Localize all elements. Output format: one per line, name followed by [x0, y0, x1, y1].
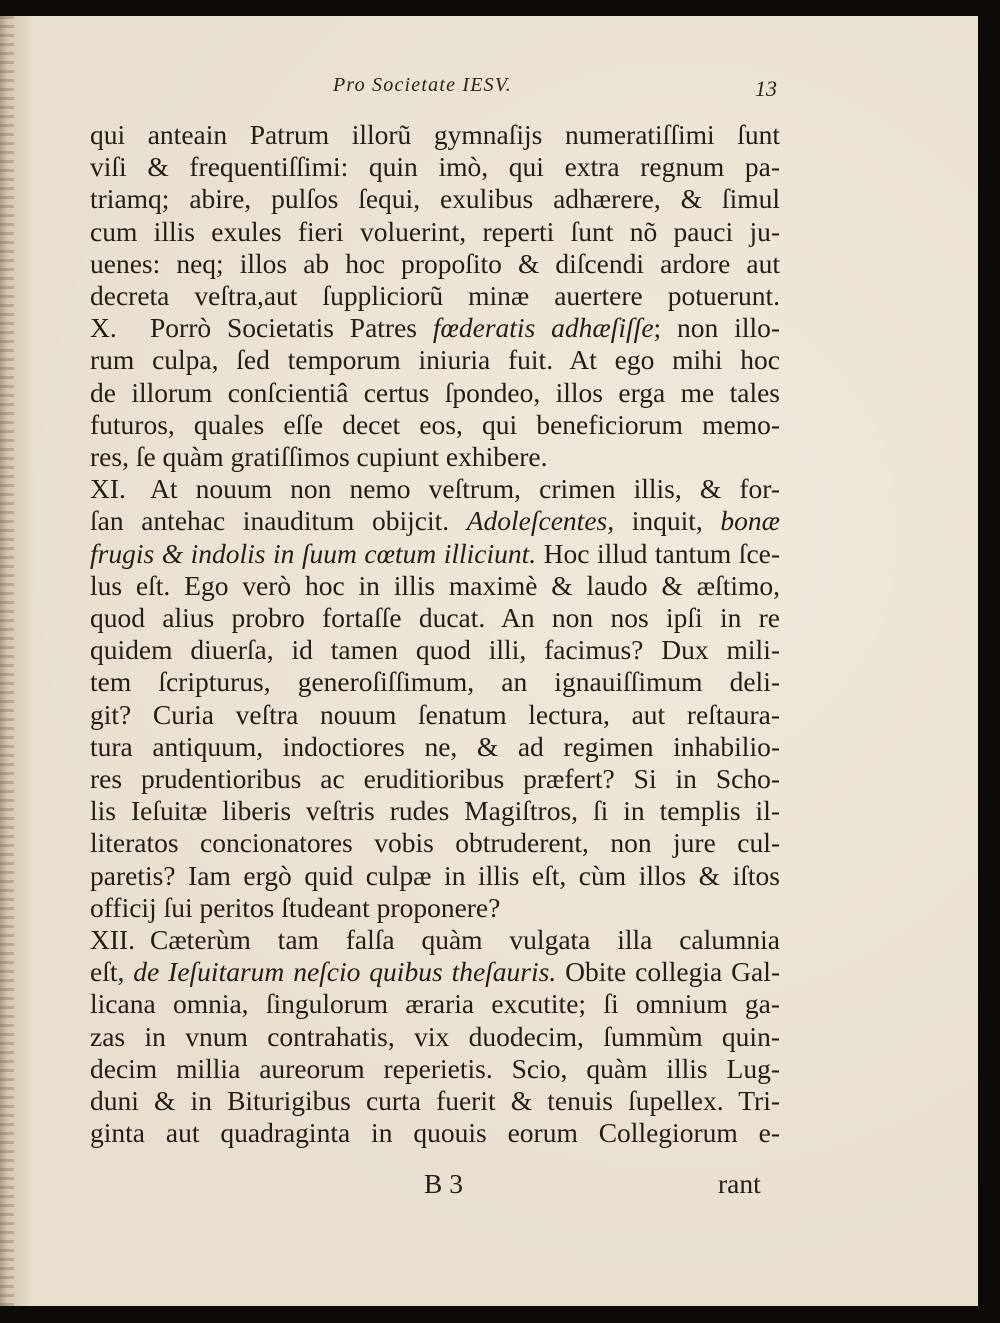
text-segment: At nouum non nemo veſtrum, crimen illis, & for- [150, 473, 780, 505]
text-line: quidem diuerſa, id tamen quod illi, facimus? Dux mili- [90, 634, 780, 666]
text-line-section-xii [90, 924, 780, 956]
text-line: decreta veſtra,aut ſuppliciorũ minæ auertere potuerunt. [90, 280, 780, 312]
text-line: cum illis exules fieri voluerint, reperti ſunt nõ pauci ju- [90, 215, 780, 247]
text-line-section-xi [90, 473, 780, 505]
text-segment: ; non illo- [653, 312, 781, 344]
text-segment: Obite collegia Gal- [556, 956, 780, 988]
text-line: uenes: neq; illos ab hoc propoſito & diſcendi ardore aut [90, 247, 780, 279]
text-line: futuros, quales eſſe decet eos, qui beneficiorum memo- [90, 408, 780, 440]
text-line: git? Curia veſtra nouum ſenatum lectura, aut reſtaura- [90, 698, 780, 730]
page-edge-shadow [0, 16, 14, 1306]
text-line: tem ſcripturus, generoſiſſimum, an ignauiſſimum deli- [90, 666, 780, 698]
italic-text: de Ieſuitarum neſcio quibus theſauris. [133, 956, 557, 988]
running-head-title: Pro Societate IESV. [333, 74, 512, 96]
italic-text: fœderatis adhæſiſſe [432, 312, 654, 344]
italic-text: & indolis in ſuum cœtum illiciunt. [161, 537, 537, 569]
italic-text: frugis [90, 537, 155, 569]
text-segment: Hoc illud tantum ſce- [536, 537, 781, 569]
running-head [0, 74, 978, 104]
text-line: literatos concionatores vobis obtruderent, non jure cul- [90, 827, 780, 859]
text-line: lis Ieſuitæ liberis veſtris rudes Magiſtros, ſi in templis il- [90, 795, 780, 827]
text-line [90, 538, 780, 570]
signature-mark: B 3 [424, 1168, 463, 1199]
catchword: rant [718, 1168, 761, 1199]
text-line: lus eſt. Ego verò hoc in illis maximè & laudo & æſtimo, [90, 569, 780, 601]
text-line [90, 505, 780, 537]
text-line: officij ſui peritos ſtudeant proponere? [90, 891, 501, 923]
page-footer [0, 1168, 978, 1202]
text-line: rum culpa, ſed temporum iniuria fuit. At ego mihi hoc [90, 344, 780, 376]
section-number: XI. [90, 473, 126, 505]
text-segment: ſan antehac inauditum obijcit. [90, 505, 450, 537]
text-segment: Porrò Societatis Patres [150, 312, 418, 344]
text-line: duni & in Biturigibus curta fuerit & tenuis ſupellex. Tri- [90, 1085, 780, 1117]
text-line: res prudentioribus ac eruditioribus præfert? Si in Scho- [90, 763, 780, 795]
text-line-section-x [90, 312, 780, 344]
page-number: 13 [755, 76, 777, 101]
text-line: triamq; abire, pulſos ſequi, exulibus adhærere, & ſimul [90, 183, 780, 215]
section-number: X. [90, 312, 117, 344]
text-line: decim millia aureorum reperietis. Scio, quàm illis Lug- [90, 1052, 780, 1084]
text-line: quod alius probro fortaſſe ducat. An non nos ipſi in re [90, 602, 780, 634]
text-line: viſi & frequentiſſimi: quin imò, qui extra regnum pa- [90, 151, 780, 183]
book-page [0, 16, 978, 1306]
text-line: res, ſe quàm gratiſſimos cupiunt exhibere. [90, 441, 548, 473]
text-line: ginta aut quadraginta in quouis eorum Collegiorum e- [90, 1117, 780, 1149]
italic-text: bonæ [720, 505, 780, 537]
text-line: zas in vnum contrahatis, vix duodecim, ſummùm quin- [90, 1020, 780, 1052]
text-line [90, 956, 780, 988]
text-line: de illorum conſcientiâ certus ſpondeo, illos erga me tales [90, 376, 780, 408]
italic-text: Adoleſcentes, [466, 505, 615, 537]
text-segment: eſt, [90, 956, 125, 988]
text-line: paretis? Iam ergò quid culpæ in illis eſt, cùm illos & iſtos [90, 859, 780, 891]
text-line: qui anteain Patrum illorũ gymnaſijs numeratiſſimi ſunt [90, 119, 780, 150]
body-text [90, 119, 780, 1150]
text-segment: inquit, [614, 505, 721, 537]
text-line: tura antiquum, indoctiores ne, & ad regimen inhabilio- [90, 730, 780, 762]
text-segment: Cæterùm tam falſa quàm vulgata illa calumnia [150, 924, 780, 956]
text-line: licana omnia, ſingulorum æraria excutite; ſi omnium ga- [90, 988, 780, 1020]
section-number: XII. [90, 924, 136, 956]
